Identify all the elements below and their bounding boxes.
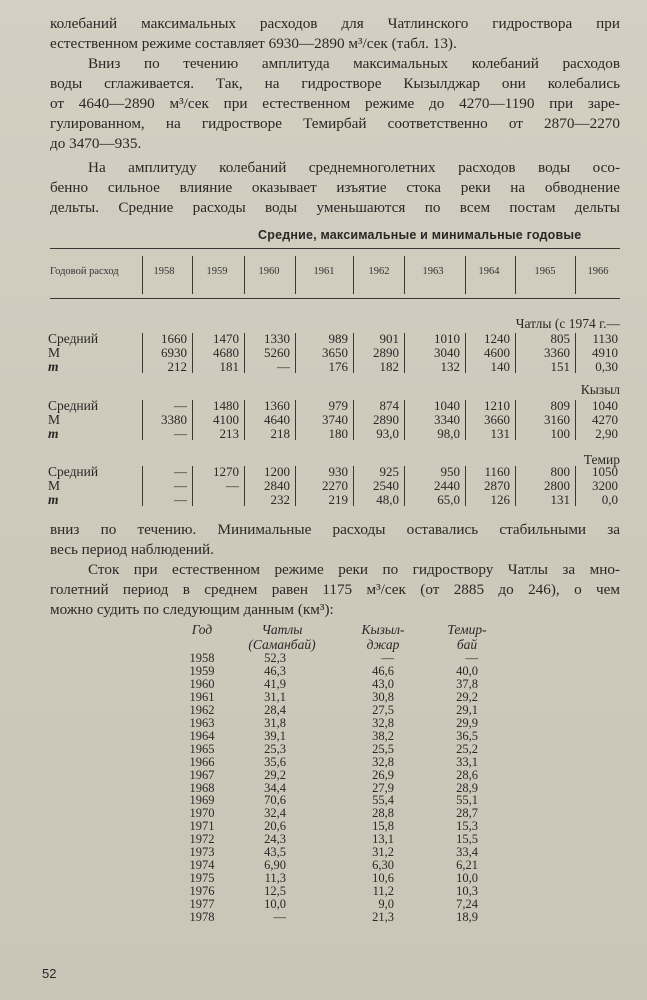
table-cell: 1480 (213, 398, 239, 413)
temir-cell: 25,2 (456, 741, 478, 756)
station-label: Темир (583, 452, 620, 467)
kyzyl-cell: 28,8 (372, 806, 394, 821)
table-cell: 232 (270, 492, 290, 507)
table-cell: 140 (490, 359, 510, 374)
paragraph-top (50, 14, 620, 218)
chatly-cell: 34,4 (264, 780, 286, 795)
kyzyl-cell: 27,5 (372, 702, 394, 717)
year-cell: 1959 (189, 663, 215, 678)
table-cell: 4640 (264, 412, 290, 427)
header-divider (575, 256, 576, 294)
temir-cell: 33,1 (456, 754, 478, 769)
table-cell: 0,0 (601, 492, 618, 507)
chatly-cell: 41,9 (264, 676, 286, 691)
table-cell: 1130 (592, 331, 618, 346)
table-cell: — (174, 464, 187, 479)
table-cell: 181 (219, 359, 239, 374)
temir-cell: 33,4 (456, 845, 478, 860)
chatly-cell: 6,90 (264, 858, 286, 873)
col-header-chatly (232, 622, 332, 652)
table-cell: — (174, 478, 187, 493)
text-line: до 3470—935. (50, 135, 142, 152)
year-cell: 1963 (189, 715, 215, 730)
year-cell: 1973 (189, 845, 215, 860)
text-line: Сток при естественном режиме реки по гидроствору Чатлы за мно- (88, 561, 620, 578)
year-cell: 1958 (189, 651, 215, 665)
temir-cell: — (465, 651, 478, 665)
header-divider (244, 256, 245, 294)
year-cell: 1969 (189, 793, 215, 808)
table-cell: 2870 (484, 478, 510, 493)
row-label: m (48, 359, 59, 374)
chatly-cell: 20,6 (264, 819, 286, 834)
temir-cell: 10,0 (456, 871, 478, 886)
col-header-line: бай (456, 637, 478, 652)
table-cell: 2890 (373, 345, 399, 360)
table-cell: 1270 (213, 464, 239, 479)
table-cell: 219 (328, 492, 348, 507)
table-cell: 3650 (322, 345, 348, 360)
temir-cell: 10,3 (456, 884, 478, 899)
temir-cell: 29,2 (456, 689, 478, 704)
chatly-cell: 25,3 (264, 741, 286, 756)
year-header: 1958 (153, 266, 175, 277)
table-cell: 800 (550, 464, 570, 479)
kyzyl-cell: 21,3 (372, 910, 394, 924)
table-cell: — (174, 492, 187, 507)
table-cell: 0,30 (595, 359, 618, 374)
header-divider (404, 256, 405, 294)
table-cell: 48,0 (376, 492, 399, 507)
table-cell: 3040 (434, 345, 460, 360)
kyzyl-cell: 38,2 (372, 728, 394, 743)
table-cell: 1210 (484, 398, 510, 413)
col-header-line: джар (366, 637, 400, 652)
table-cell: 65,0 (437, 492, 460, 507)
station-label: Чатлы (с 1974 г.— (515, 316, 620, 331)
paragraph-middle (50, 520, 620, 620)
chatly-cell: 52,3 (264, 651, 286, 665)
year-header: 1960 (258, 266, 280, 277)
year-header: 1965 (534, 266, 556, 277)
table-cell: 213 (219, 426, 239, 441)
table-cell: 3160 (544, 412, 570, 427)
kyzyl-cell: 6,30 (372, 858, 394, 873)
text-line: гулированном, на гидростворе Темирбай соответственно от 2870—2270 (50, 115, 620, 132)
temir-cell: 15,5 (456, 832, 478, 847)
kyzyl-cell: 9,0 (378, 897, 394, 912)
year-cell: 1971 (189, 819, 215, 834)
row-divider (295, 400, 296, 440)
table-top-rule (50, 248, 620, 249)
row-label: m (48, 426, 59, 441)
year-cell: 1964 (189, 728, 215, 743)
header-divider (465, 256, 466, 294)
header-divider (295, 256, 296, 294)
table-cell: 1040 (434, 398, 460, 413)
table-cell: 132 (440, 359, 460, 374)
table-cell: 1660 (161, 331, 187, 346)
col-header-year: Год (191, 622, 213, 637)
row-divider (244, 333, 245, 373)
table-cell: 950 (440, 464, 460, 479)
year-header: 1966 (587, 266, 609, 277)
year-cell: 1975 (189, 871, 215, 886)
text-line: Вниз по течению амплитуда максимальных колебаний расходов (88, 55, 620, 72)
chatly-cell: 31,8 (264, 715, 286, 730)
year-cell: 1978 (189, 910, 215, 924)
row-divider (404, 400, 405, 440)
temir-cell: 55,1 (456, 793, 478, 808)
table-cell: 1330 (264, 331, 290, 346)
kyzyl-cell: 15,8 (372, 819, 394, 834)
chatly-cell: 35,6 (264, 754, 286, 769)
table-cell: 2800 (544, 478, 570, 493)
temir-cell: 7,24 (456, 897, 478, 912)
row-divider (244, 400, 245, 440)
table-cell: 5260 (264, 345, 290, 360)
text-line: колебаний максимальных расходов для Чатлинского гидроствора при (50, 15, 620, 32)
table-cell: 6930 (161, 345, 187, 360)
year-header: 1959 (206, 266, 228, 277)
kyzyl-cell: 46,6 (372, 663, 394, 678)
col-header-line: Кызыл- (361, 622, 405, 637)
table-cell: 2890 (373, 412, 399, 427)
text-line: На амплитуду колебаний среднемноголетних расходов воды осо- (88, 159, 620, 176)
col-header-line: Темир- (447, 622, 487, 637)
year-cell: 1962 (189, 702, 215, 717)
temir-cell: 29,1 (456, 702, 478, 717)
row-label: M (48, 345, 61, 360)
year-cell: 1968 (189, 780, 215, 795)
year-header: 1961 (313, 266, 335, 277)
row-label: m (48, 492, 59, 507)
table-cell: 874 (379, 398, 399, 413)
kyzyl-cell: 43,0 (372, 676, 394, 691)
table-cell: 100 (550, 426, 570, 441)
year-cell: 1965 (189, 741, 215, 756)
temir-cell: 37,8 (456, 676, 478, 691)
table-cell: 1010 (434, 331, 460, 346)
temir-cell: 28,7 (456, 806, 478, 821)
row-label: M (48, 412, 61, 427)
table-cell: 180 (328, 426, 348, 441)
table-cell: 3360 (544, 345, 570, 360)
header-divider (142, 256, 143, 294)
table-cell: 805 (550, 331, 570, 346)
table-caption: Средние, максимальные и минимальные годовые (258, 228, 582, 242)
chatly-cell: 28,4 (264, 702, 286, 717)
table-cell: 901 (379, 331, 399, 346)
chatly-cell: — (273, 910, 286, 924)
col-header-line: (Саманбай) (248, 637, 316, 652)
row-divider (404, 333, 405, 373)
chatly-cell: 10,0 (264, 897, 286, 912)
table-cell: 979 (328, 398, 348, 413)
row-divider (515, 466, 516, 506)
row-label: Средний (48, 464, 99, 479)
table-cell: 151 (550, 359, 570, 374)
table-cell: 1200 (264, 464, 290, 479)
year-cell: 1976 (189, 884, 215, 899)
year-cell: 1970 (189, 806, 215, 821)
row-divider (244, 466, 245, 506)
chatly-cell: 32,4 (264, 806, 286, 821)
table-cell: 1160 (484, 464, 510, 479)
temir-cell: 6,21 (456, 858, 478, 873)
text-line: дельты. Средние расходы воды уменьшаются по всем постам дельты (50, 199, 620, 216)
kyzyl-cell: 27,9 (372, 780, 394, 795)
table-cell: 1470 (213, 331, 239, 346)
table-cell: — (226, 478, 239, 493)
row-label: Средний (48, 331, 99, 346)
year-cell: 1960 (189, 676, 215, 691)
chatly-cell: 31,1 (264, 689, 286, 704)
table-cell: 98,0 (437, 426, 460, 441)
year-cell: 1961 (189, 689, 215, 704)
station-label: Кызыл (580, 382, 620, 397)
table-cell: 212 (167, 359, 187, 374)
text-line: бенно сильное влияние оказывает изъятие стока реки на обводнение (50, 179, 620, 196)
row-label: M (48, 478, 61, 493)
kyzyl-cell: 30,8 (372, 689, 394, 704)
text-line: весь период наблюдений. (50, 541, 214, 558)
chatly-cell: 29,2 (264, 767, 286, 782)
temir-cell: 40,0 (456, 663, 478, 678)
kyzyl-cell: — (381, 651, 394, 665)
chatly-cell: 11,3 (264, 871, 286, 886)
table-cell: 925 (379, 464, 399, 479)
chatly-cell: 39,1 (264, 728, 286, 743)
chatly-cell: 12,5 (264, 884, 286, 899)
chatly-cell: 46,3 (264, 663, 286, 678)
row-divider (353, 333, 354, 373)
kyzyl-cell: 10,6 (372, 871, 394, 886)
table-cell: 989 (328, 331, 348, 346)
row-divider (295, 333, 296, 373)
table-cell: 2440 (434, 478, 460, 493)
table-cell: 4680 (213, 345, 239, 360)
row-divider (192, 466, 193, 506)
table-cell: 126 (490, 492, 510, 507)
kyzyl-cell: 26,9 (372, 767, 394, 782)
table-header-rule (50, 298, 620, 299)
kyzyl-cell: 32,8 (372, 754, 394, 769)
text-line: вниз по течению. Минимальные расходы оставались стабильными за (50, 521, 620, 538)
table-cell: 4100 (213, 412, 239, 427)
header-divider (515, 256, 516, 294)
table-cell: 182 (379, 359, 399, 374)
year-cell: 1966 (189, 754, 215, 769)
table-cell: 2270 (322, 478, 348, 493)
table-cell: 1040 (592, 398, 618, 413)
year-header: 1964 (478, 266, 500, 277)
text-line: от 4640—2890 м³/сек при естественном режиме до 4270—1190 при заре- (50, 95, 620, 112)
table-cell: 4600 (484, 345, 510, 360)
table-cell: 4270 (592, 412, 618, 427)
table-cell: 131 (550, 492, 570, 507)
year-cell: 1967 (189, 767, 215, 782)
table-cell: 3380 (161, 412, 187, 427)
table-cell: 809 (550, 398, 570, 413)
year-cell: 1977 (189, 897, 215, 912)
row-divider (353, 400, 354, 440)
row-label: Средний (48, 398, 99, 413)
kyzyl-cell: 31,2 (372, 845, 394, 860)
table-cell: 176 (328, 359, 348, 374)
temir-cell: 15,3 (456, 819, 478, 834)
year-header: 1962 (368, 266, 390, 277)
table-cell: 3200 (592, 478, 618, 493)
table-cell: 930 (328, 464, 348, 479)
temir-cell: 28,9 (456, 780, 478, 795)
row-divider (404, 466, 405, 506)
text-line: естественном режиме составляет 6930—2890 м³/сек (табл. 13). (50, 35, 457, 52)
table-cell: — (277, 359, 290, 374)
row-divider (192, 400, 193, 440)
text-line: можно судить по следующим данным (км³): (50, 601, 334, 618)
table-cell: — (174, 426, 187, 441)
text-line: воды сглаживается. Так, на гидростворе Кызылджар они колебались (50, 75, 620, 92)
year-cell: 1974 (189, 858, 215, 873)
row-divider (515, 400, 516, 440)
row-divider (353, 466, 354, 506)
row-divider (515, 333, 516, 373)
kyzyl-cell: 32,8 (372, 715, 394, 730)
header-divider (353, 256, 354, 294)
col-header-temir (432, 622, 502, 652)
temir-cell: 28,6 (456, 767, 478, 782)
header-divider (192, 256, 193, 294)
table-cell: — (174, 398, 187, 413)
text-line: голетний период в среднем равен 1175 м³/сек (от 2885 до 246), о чем (50, 581, 620, 598)
kyzyl-cell: 25,5 (372, 741, 394, 756)
kyzyl-cell: 13,1 (372, 832, 394, 847)
year-header: 1963 (422, 266, 444, 277)
page-number: 52 (42, 966, 57, 981)
col-header-line: Чатлы (261, 622, 303, 637)
temir-cell: 36,5 (456, 728, 478, 743)
table-cell: 1240 (484, 331, 510, 346)
row-divider (295, 466, 296, 506)
table-cell: 93,0 (376, 426, 399, 441)
table-cell: 131 (490, 426, 510, 441)
table-cell: 2,90 (595, 426, 618, 441)
table-cell: 3660 (484, 412, 510, 427)
table-cell: 2540 (373, 478, 399, 493)
table-cell: 3740 (322, 412, 348, 427)
header-label: Годовой расход (50, 266, 119, 277)
table-cell: 1050 (592, 464, 618, 479)
chatly-cell: 70,6 (264, 793, 286, 808)
temir-cell: 18,9 (456, 910, 478, 924)
kyzyl-cell: 11,2 (372, 884, 394, 899)
row-divider (192, 333, 193, 373)
temir-cell: 29,9 (456, 715, 478, 730)
table-cell: 1360 (264, 398, 290, 413)
chatly-cell: 24,3 (264, 832, 286, 847)
table-cell: 4910 (592, 345, 618, 360)
table-cell: 218 (270, 426, 290, 441)
year-cell: 1972 (189, 832, 215, 847)
col-header-kyzyl (348, 622, 418, 652)
kyzyl-cell: 55,4 (372, 793, 394, 808)
chatly-cell: 43,5 (264, 845, 286, 860)
table-cell: 2840 (264, 478, 290, 493)
table-cell: 3340 (434, 412, 460, 427)
